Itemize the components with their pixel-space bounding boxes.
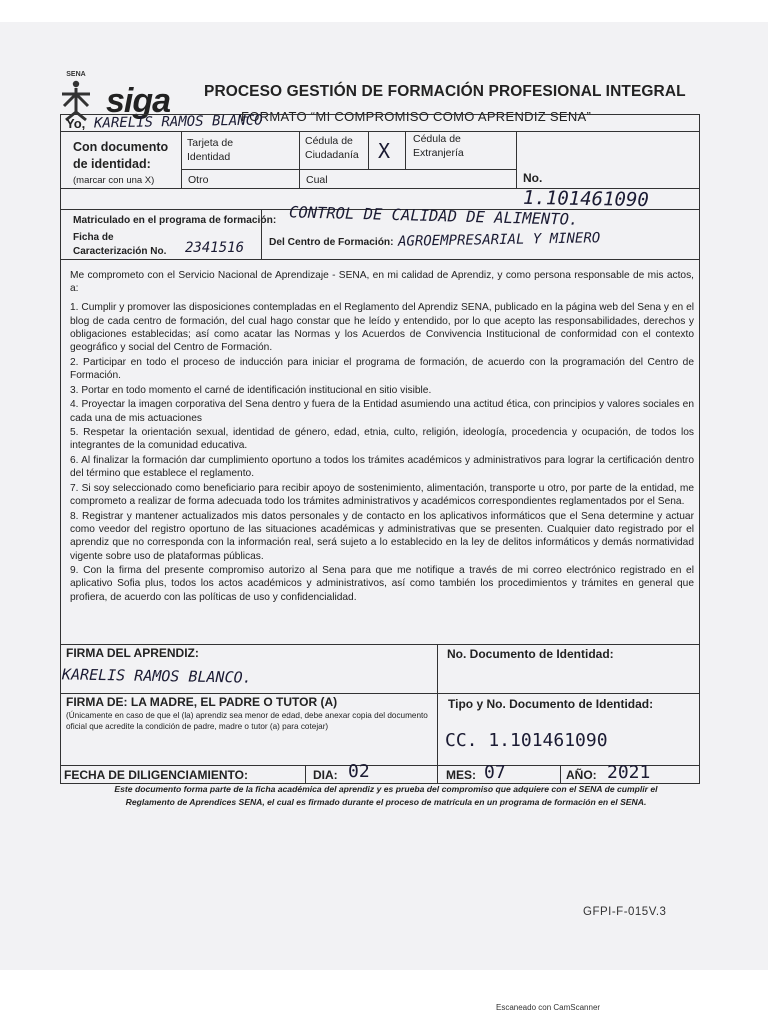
- anio-label: AÑO:: [566, 768, 597, 782]
- anio-handwritten: 2021: [607, 762, 651, 783]
- commitments-text: [70, 269, 694, 605]
- doc-number-handwritten: 1.101461090: [522, 186, 650, 212]
- doc-hint: (marcar con una X): [73, 175, 155, 186]
- program-handwritten: CONTROL DE CALIDAD DE ALIMENTO.: [288, 203, 579, 229]
- centro-label: Del Centro de Formación:: [269, 237, 394, 248]
- commitment-item-4: 4. Proyectar la imagen corporativa del Sena dentro y fuera de la Entidad asumiendo una actitud ética, con principios y valores sociales en cada una de mis actuaciones: [70, 399, 694, 424]
- cedula-extranjeria-label-2: Extranjería: [413, 147, 464, 159]
- commitment-item-9: 9. Con la firma del presente compromiso autorizo al Sena para que me notifique a través de mi correo electrónico registrado en el aplicativo Sofia plus, todos los actos académicos y administrativos, así como también los procedimientos y trámites en general que profiera, de acuerdo con las políticas de uso y confidencialidad.: [70, 565, 694, 603]
- svg-text:SENA: SENA: [66, 71, 86, 78]
- commitment-item-3: 3. Portar en todo momento el carné de identificación institucional en sitio visible.: [70, 384, 432, 396]
- document-sheet: [0, 22, 768, 970]
- program-label: Matriculado en el programa de formación:: [73, 215, 277, 226]
- commitment-item-1: 1. Cumplir y promover las disposiciones contempladas en el Reglamento del Aprendiz SENA, publicado en la página web del Sena y en el blog de cada centro de formación, del cual hago constar que he leído y entendido, por lo que acepto las responsabilidades, derechos y obligaciones establecidas; así como acatar las Normas y los Acuerdos de Convivencia Institucional de conformidad con el contexto geográfico y social del Centro de Formación.: [70, 302, 694, 354]
- otro-label: Otro: [188, 174, 209, 186]
- dia-handwritten: 02: [348, 761, 370, 782]
- commitment-item-5: 5. Respetar la orientación sexual, identidad de género, edad, etnia, culto, religión, ideología, procedencia y ocupación, de todos los integrantes de la comunidad educativa.: [70, 427, 694, 452]
- fecha-label: FECHA DE DILIGENCIAMIENTO:: [64, 768, 249, 782]
- cual-label: Cual: [306, 174, 328, 186]
- cedula-extranjeria-label-1: Cédula de: [413, 133, 461, 145]
- commitment-item-6: 6. Al finalizar la formación dar cumplimiento oportuno a todos los trámites académicos y administrativos para lograr la certificación dentro del término que establece el reglamento.: [70, 455, 694, 480]
- ficha-label-2: Caracterización No.: [73, 246, 167, 257]
- cedula-ciudadania-label-1: Cédula de: [305, 135, 353, 147]
- firma-tutor-label: FIRMA DE: LA MADRE, EL PADRE O TUTOR (A): [66, 695, 338, 709]
- commitments-intro: Me comprometo con el Servicio Nacional de Aprendizaje - SENA, en mi calidad de Aprendiz, y como persona responsable de mis actos, a:: [70, 270, 694, 295]
- tutor-note: (Únicamente en caso de que el (la) aprendiz sea menor de edad, debe anexar copia del documento oficial que acredite la condición de padre, madre o tutor (a) para cotejar): [66, 711, 428, 731]
- scanner-watermark: Escaneado con CamScanner: [496, 1003, 601, 1012]
- doc-label-2: de identidad:: [73, 157, 151, 171]
- ficha-label-1: Ficha de: [73, 232, 114, 243]
- no-label: No.: [523, 171, 543, 185]
- commitment-item-7: 7. Si soy seleccionado como beneficiario para recibir apoyo de sostenimiento, alimentación, transporte u otro, por parte de la entidad, me comprometo a realizar de forma adecuada todo los trámites administrativos y académicos correspondientes reglamentados por el Sena.: [70, 483, 694, 508]
- tarjeta-label-1: Tarjeta de: [187, 137, 234, 149]
- firma-aprendiz-label: FIRMA DEL APRENDIZ:: [66, 646, 199, 660]
- tipo-documento-label: Tipo y No. Documento de Identidad:: [448, 697, 654, 711]
- no-documento-label: No. Documento de Identidad:: [447, 647, 614, 661]
- header-title: PROCESO GESTIÓN DE FORMACIÓN PROFESIONAL INTEGRAL: [204, 83, 686, 100]
- aprendiz-signature-handwritten: KARELIS RAMOS BLANCO.: [61, 665, 252, 687]
- yo-label: Yo,: [66, 116, 86, 131]
- tipo-documento-handwritten: CC. 1.101461090: [445, 730, 608, 751]
- commitment-item-8: 8. Registrar y mantener actualizados mis datos personales y de contacto en los aplicativos informáticos que el Sena determine y actuar como veedor del registro oportuno de las situaciones académicas y administrativas que se presenten. Cualquier dato registrado por el aprendiz que no corresponda con la información real, será sujeto a lo establecido en la ley de delitos informáticos y demás normatividad vigente sobre uso de plataformas públicas.: [70, 510, 694, 562]
- ficha-handwritten: 2341516: [185, 240, 245, 256]
- tarjeta-label-2: Identidad: [187, 151, 231, 163]
- cedula-ciudadania-label-2: Ciudadanía: [305, 149, 359, 161]
- applicant-name-handwritten: KARELIS RAMOS BLANCO: [93, 112, 263, 132]
- form-code: GFPI-F-015V.3: [583, 906, 667, 918]
- mes-label: MES:: [446, 768, 476, 782]
- cedula-mark-handwritten: X: [378, 139, 391, 163]
- commitment-item-2: 2. Participar en todo el proceso de inducción para iniciar el programa de formación, de acuerdo con la programación del Centro de Formación.: [70, 356, 694, 381]
- header-subtitle: FORMATO “MI COMPROMISO COMO APRENDIZ SENA”: [241, 109, 592, 124]
- siga-logo: siga: [106, 82, 171, 120]
- doc-label-1: Con documento: [73, 140, 169, 154]
- centro-handwritten: AGROEMPRESARIAL Y MINERO: [397, 230, 601, 250]
- dia-label: DIA:: [313, 768, 338, 782]
- mes-handwritten: 07: [484, 762, 506, 783]
- footer-note: Este documento forma parte de la ficha académica del aprendiz y es prueba del compromiso que adquiere con el SENA de cumplir el Reglamento de Aprendices SENA, el cual es firmado durante el proceso de matrícula en un programa de formación en el SENA.: [114, 784, 658, 807]
